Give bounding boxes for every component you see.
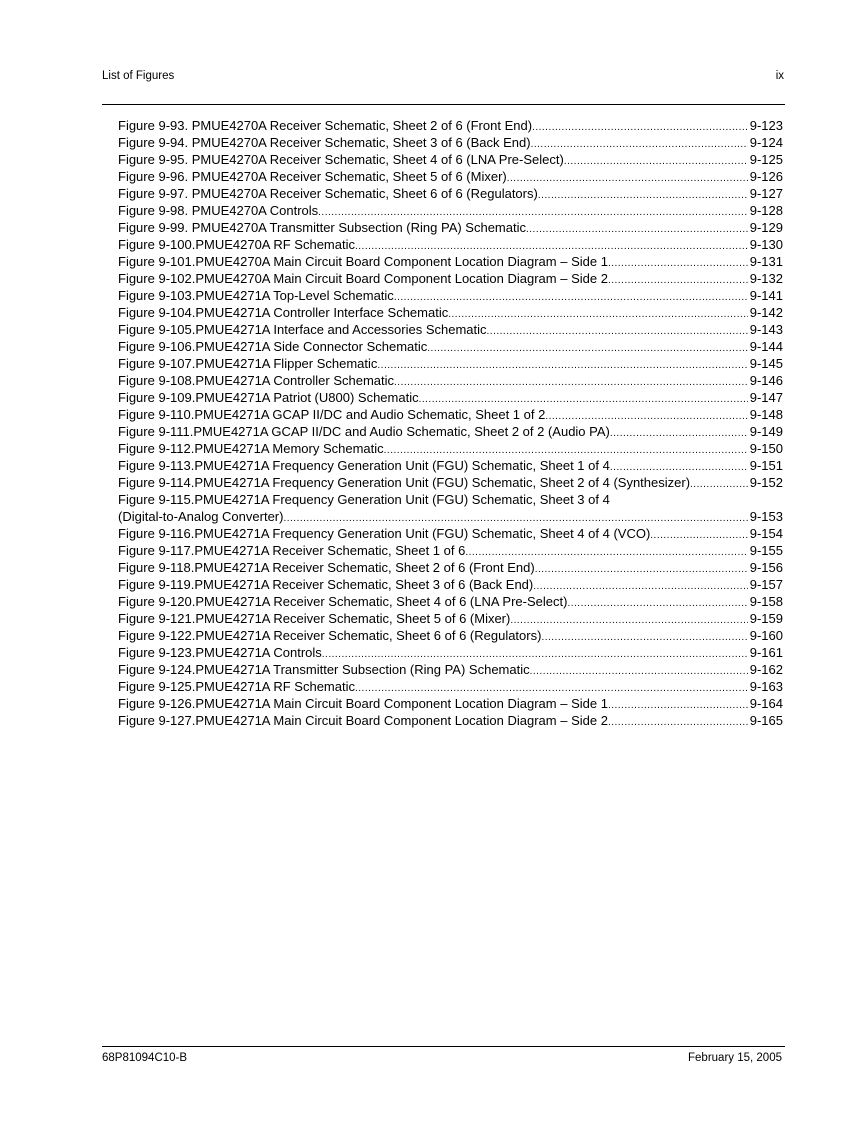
toc-entry-page: 9-158: [749, 594, 783, 609]
dot-leader: [567, 595, 747, 612]
dot-leader: [526, 221, 748, 238]
toc-entry-label: Figure 9-94. PMUE4270A Receiver Schematic, Sheet 3 of 6 (Back End): [118, 135, 531, 150]
toc-entry[interactable]: [118, 712, 783, 729]
toc-entry-page: 9-144: [749, 339, 783, 354]
toc-entry-label: Figure 9-102.PMUE4270A Main Circuit Board Component Location Diagram – Side 2: [118, 271, 608, 286]
toc-entry-page: 9-162: [749, 662, 783, 677]
toc-entry[interactable]: [118, 678, 783, 695]
toc-entry-label: Figure 9-115.PMUE4271A Frequency Generation Unit (FGU) Schematic, Sheet 3 of 4: [118, 492, 610, 507]
toc-entry-label: Figure 9-109.PMUE4271A Patriot (U800) Schematic: [118, 390, 419, 405]
footer-divider: [102, 1046, 785, 1047]
toc-entry-label: Figure 9-117.PMUE4271A Receiver Schematic, Sheet 1 of 6: [118, 543, 466, 558]
toc-entry-page: 9-164: [749, 696, 783, 711]
toc-entry-page: 9-165: [749, 713, 783, 728]
toc-entry[interactable]: [118, 542, 783, 559]
header-divider: [102, 104, 785, 105]
page-footer: [102, 1052, 782, 1068]
dot-leader: [650, 527, 747, 544]
toc-entry-page: 9-129: [749, 220, 783, 235]
toc-entry-page: 9-156: [749, 560, 783, 575]
toc-entry-continuation[interactable]: [118, 508, 783, 525]
toc-entry-label: Figure 9-104.PMUE4271A Controller Interface Schematic: [118, 305, 449, 320]
toc-entry[interactable]: [118, 491, 783, 508]
toc-entry-label: Figure 9-95. PMUE4270A Receiver Schematic, Sheet 4 of 6 (LNA Pre-Select): [118, 152, 564, 167]
toc-entry[interactable]: [118, 321, 783, 338]
toc-entry[interactable]: [118, 559, 783, 576]
toc-entry-label: Figure 9-98. PMUE4270A Controls: [118, 203, 319, 218]
toc-entry-label: Figure 9-122.PMUE4271A Receiver Schematic, Sheet 6 of 6 (Regulators): [118, 628, 542, 643]
toc-entry-page: 9-123: [749, 118, 783, 133]
toc-entry[interactable]: [118, 423, 783, 440]
dot-leader: [564, 153, 748, 170]
dot-leader: [535, 561, 748, 578]
toc-entry-label: Figure 9-107.PMUE4271A Flipper Schematic: [118, 356, 378, 371]
toc-entry[interactable]: [118, 644, 783, 661]
dot-leader: [427, 340, 747, 357]
toc-entry-label: Figure 9-106.PMUE4271A Side Connector Schematic: [118, 339, 428, 354]
page-header: [102, 70, 784, 86]
toc-entry-page: 9-155: [749, 543, 783, 558]
toc-entry-label: Figure 9-127.PMUE4271A Main Circuit Board Component Location Diagram – Side 2: [118, 713, 608, 728]
dot-leader: [541, 629, 747, 646]
dot-leader: [610, 425, 748, 442]
toc-entry-label: Figure 9-120.PMUE4271A Receiver Schematic, Sheet 4 of 6 (LNA Pre-Select): [118, 594, 568, 609]
list-of-figures: [118, 117, 783, 729]
toc-entry[interactable]: [118, 525, 783, 542]
dot-leader: [530, 663, 748, 680]
toc-entry-label: Figure 9-101.PMUE4270A Main Circuit Board Component Location Diagram – Side 1: [118, 254, 608, 269]
toc-entry-label: Figure 9-114.PMUE4271A Frequency Generation Unit (FGU) Schematic, Sheet 2 of 4 (Synthesizer): [118, 475, 691, 490]
toc-entry-label: Figure 9-96. PMUE4270A Receiver Schematic, Sheet 5 of 6 (Mixer): [118, 169, 507, 184]
toc-entry[interactable]: [118, 627, 783, 644]
dot-leader: [538, 187, 748, 204]
toc-entry-page: 9-145: [749, 356, 783, 371]
toc-entry-label: Figure 9-123.PMUE4271A Controls: [118, 645, 322, 660]
toc-entry-page: 9-161: [749, 645, 783, 660]
dot-leader: [532, 119, 748, 136]
toc-entry[interactable]: [118, 287, 783, 304]
toc-entry-page: 9-143: [749, 322, 783, 337]
toc-entry-label: Figure 9-121.PMUE4271A Receiver Schematic, Sheet 5 of 6 (Mixer): [118, 611, 511, 626]
toc-entry-label: Figure 9-116.PMUE4271A Frequency Generation Unit (FGU) Schematic, Sheet 4 of 4 (VCO): [118, 526, 651, 541]
dot-leader: [448, 306, 748, 323]
toc-entry-page: 9-125: [749, 152, 783, 167]
toc-entry[interactable]: [118, 695, 783, 712]
dot-leader: [507, 170, 748, 187]
dot-leader: [394, 374, 748, 391]
toc-entry-label: Figure 9-100.PMUE4270A RF Schematic: [118, 237, 355, 252]
toc-entry-label: Figure 9-118.PMUE4271A Receiver Schematic, Sheet 2 of 6 (Front End): [118, 560, 535, 575]
toc-entry-label: Figure 9-124.PMUE4271A Transmitter Subsection (Ring PA) Schematic: [118, 662, 530, 677]
toc-entry[interactable]: [118, 372, 783, 389]
toc-entry-page: 9-157: [749, 577, 783, 592]
toc-entry[interactable]: [118, 474, 783, 491]
toc-entry-label-continuation: (Digital-to-Analog Converter): [118, 509, 284, 524]
toc-entry-page: 9-160: [749, 628, 783, 643]
toc-entry-label: Figure 9-99. PMUE4270A Transmitter Subsection (Ring PA) Schematic: [118, 220, 526, 235]
toc-entry-page: 9-126: [749, 169, 783, 184]
dot-leader: [608, 272, 748, 289]
toc-entry-label: Figure 9-103.PMUE4271A Top-Level Schematic: [118, 288, 394, 303]
toc-entry[interactable]: [118, 236, 783, 253]
toc-entry[interactable]: [118, 117, 783, 134]
document-number: 68P81094C10-B: [102, 1052, 188, 1064]
toc-entry-page: 9-159: [749, 611, 783, 626]
dot-leader: [510, 612, 747, 629]
toc-entry-page: 9-141: [749, 288, 783, 303]
toc-entry-page: 9-146: [749, 373, 783, 388]
toc-entry-page: 9-150: [749, 441, 783, 456]
dot-leader: [487, 323, 748, 340]
toc-entry[interactable]: [118, 593, 783, 610]
toc-entry-page: 9-132: [749, 271, 783, 286]
toc-entry-page: 9-152: [749, 475, 783, 490]
toc-entry[interactable]: [118, 457, 783, 474]
toc-entry[interactable]: [118, 151, 783, 168]
toc-entry-label: Figure 9-108.PMUE4271A Controller Schematic: [118, 373, 395, 388]
toc-entry[interactable]: [118, 576, 783, 593]
toc-entry-page: 9-163: [749, 679, 783, 694]
toc-entry[interactable]: [118, 389, 783, 406]
toc-entry[interactable]: [118, 270, 783, 287]
toc-entry[interactable]: [118, 440, 783, 457]
toc-entry-label: Figure 9-113.PMUE4271A Frequency Generation Unit (FGU) Schematic, Sheet 1 of 4: [118, 458, 610, 473]
toc-entry[interactable]: [118, 304, 783, 321]
toc-entry[interactable]: [118, 219, 783, 236]
toc-entry[interactable]: [118, 185, 783, 202]
dot-leader: [608, 697, 748, 714]
toc-entry-page: 9-127: [749, 186, 783, 201]
toc-entry-page: 9-147: [749, 390, 783, 405]
toc-entry-label: Figure 9-126.PMUE4271A Main Circuit Board Component Location Diagram – Side 1: [118, 696, 608, 711]
toc-entry-label: Figure 9-111.PMUE4271A GCAP II/DC and Audio Schematic, Sheet 2 of 2 (Audio PA): [118, 424, 610, 439]
dot-leader: [690, 476, 748, 493]
toc-entry-label: Figure 9-93. PMUE4270A Receiver Schematic, Sheet 2 of 6 (Front End): [118, 118, 533, 133]
toc-entry-page: 9-148: [749, 407, 783, 422]
toc-entry[interactable]: [118, 338, 783, 355]
toc-entry[interactable]: [118, 253, 783, 270]
toc-entry-label: Figure 9-112.PMUE4271A Memory Schematic: [118, 441, 384, 456]
dot-leader: [608, 714, 748, 731]
toc-entry-page: 9-149: [749, 424, 783, 439]
toc-entry-page: 9-131: [749, 254, 783, 269]
page-number: ix: [775, 70, 784, 82]
toc-entry-page: 9-142: [749, 305, 783, 320]
toc-entry-page: 9-128: [749, 203, 783, 218]
toc-entry[interactable]: [118, 202, 783, 219]
toc-entry[interactable]: [118, 168, 783, 185]
toc-entry-page: 9-124: [749, 135, 783, 150]
toc-entry-label: Figure 9-110.PMUE4271A GCAP II/DC and Audio Schematic, Sheet 1 of 2: [118, 407, 546, 422]
toc-entry-page: 9-153: [749, 509, 783, 524]
toc-entry-label: Figure 9-97. PMUE4270A Receiver Schematic, Sheet 6 of 6 (Regulators): [118, 186, 538, 201]
dot-leader: [608, 255, 748, 272]
toc-entry-label: Figure 9-119.PMUE4271A Receiver Schematic, Sheet 3 of 6 (Back End): [118, 577, 534, 592]
toc-entry[interactable]: [118, 661, 783, 678]
toc-entry[interactable]: [118, 134, 783, 151]
toc-entry[interactable]: [118, 355, 783, 372]
section-title: List of Figures: [102, 70, 175, 82]
toc-entry[interactable]: [118, 610, 783, 627]
dot-leader: [377, 357, 747, 374]
toc-entry-label: Figure 9-125.PMUE4271A RF Schematic: [118, 679, 355, 694]
toc-entry-page: 9-151: [749, 458, 783, 473]
toc-entry-page: 9-130: [749, 237, 783, 252]
toc-entry[interactable]: [118, 406, 783, 423]
publication-date: February 15, 2005: [688, 1052, 782, 1064]
toc-entry-page: 9-154: [749, 526, 783, 541]
toc-entry-label: Figure 9-105.PMUE4271A Interface and Accessories Schematic: [118, 322, 487, 337]
